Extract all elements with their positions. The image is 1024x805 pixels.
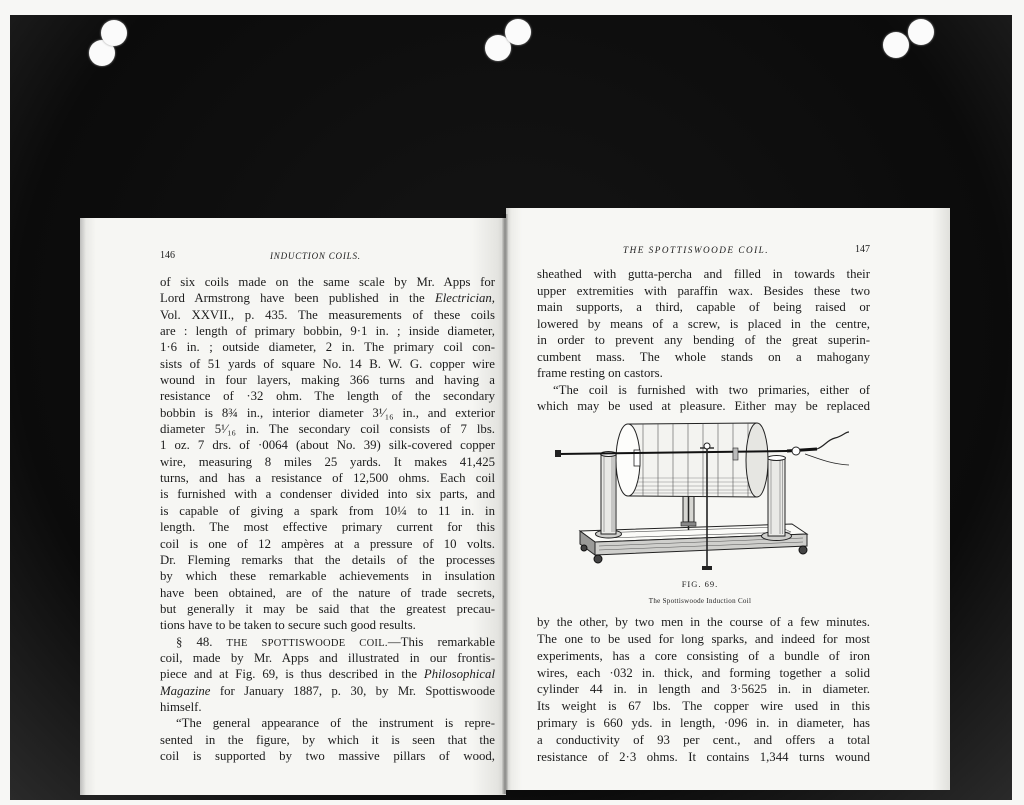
text-run: but generally it may be said that the greatest precau-	[160, 601, 495, 616]
text-line	[537, 332, 870, 349]
body-text-above-figure	[537, 266, 870, 415]
text-line	[537, 266, 870, 283]
text-run: coil is supported by two massive pillars of wood,	[160, 748, 495, 763]
text-line	[160, 748, 495, 764]
text-run: length. The most effective primary current for this	[160, 520, 495, 535]
text-line	[537, 732, 870, 749]
text-line	[537, 398, 870, 415]
text-line	[160, 699, 495, 715]
paragraph-section-48	[160, 634, 495, 716]
text-line	[160, 307, 495, 323]
text-run: sists of 51 yards of square No. 14 B. W. G. copper wire	[160, 356, 495, 371]
body-text-below-figure	[537, 614, 870, 766]
text-line	[537, 631, 870, 648]
text-run: experiments, has a core consisting of a bundle of iron	[537, 648, 870, 663]
figure-caption: The Spottiswoode Induction Coil	[648, 597, 752, 605]
text-line	[160, 666, 495, 682]
text-run: coil is one of 12 ampères at a pressure of 10 volts.	[160, 536, 495, 551]
page-header	[537, 242, 870, 258]
text-line	[160, 356, 495, 372]
running-head: THE SPOTTISWOODE COIL.	[623, 245, 770, 255]
text-run: main supports, a third, capable of being raised or	[537, 300, 870, 314]
text-run: The one to be used for long sparks, and indeed for most	[537, 631, 870, 646]
white-dot	[101, 20, 127, 46]
running-head: INDUCTION COILS.	[270, 251, 361, 261]
page-number: 147	[855, 244, 870, 255]
text-line	[537, 316, 870, 333]
text-line	[160, 519, 495, 535]
text-run: a conductivity of 93 per cent., and offers a total	[537, 732, 870, 747]
text-line	[537, 715, 870, 732]
text-run: “The general appearance of the instrument is repre-	[176, 716, 495, 731]
text-run: by which these remarkable achievements in insulation	[160, 569, 495, 584]
text-line	[160, 568, 495, 584]
book-gutter	[502, 214, 508, 794]
text-run: tions have to be taken to secure such good results.	[160, 618, 416, 633]
text-run: Lord Armstrong have been published in the	[160, 291, 435, 306]
text-run: have been obtained, are of the nature of trade secrets,	[160, 585, 495, 600]
text-line	[160, 454, 495, 470]
text-run: sheathed with gutta-percha and filled in towards their	[537, 267, 870, 281]
text-run: wires, each ·032 in. thick, and forming together a solid	[537, 665, 870, 680]
text-run: “The coil is furnished with two primaries, either of	[553, 382, 870, 397]
right-page	[506, 208, 950, 790]
text-line	[537, 698, 870, 715]
text-line	[160, 503, 495, 519]
text-run: wire, measuring 8 miles 25 yards. It makes 41,425	[160, 454, 495, 469]
text-run: lowered by means of a screw, is placed in the centre,	[537, 316, 870, 331]
text-line	[537, 614, 870, 631]
text-run: Its weight is 67 lbs. The copper wire used in this	[537, 699, 870, 714]
text-run: of six coils made on the same scale by Mr. Apps for	[160, 275, 495, 289]
text-line	[160, 683, 495, 699]
text-run: 1·6 in. ; outside diameter, 2 in. The primary coil con-	[160, 340, 495, 355]
text-run: himself.	[160, 699, 202, 714]
text-run: diameter 5¹⁄₁₆ in. The secondary coil consists of 7 lbs.	[160, 422, 495, 437]
text-line	[160, 339, 495, 355]
text-line	[160, 290, 495, 306]
text-line	[537, 365, 870, 382]
left-page	[80, 218, 506, 795]
text-line	[160, 585, 495, 601]
text-run: coil, made by Mr. Apps and illustrated in our frontis-	[160, 650, 495, 665]
paragraph	[537, 266, 870, 382]
text-run: resistance of 2·3 ohms. It contains 1,344 turns wound	[537, 749, 870, 764]
text-line	[160, 715, 495, 731]
text-run: in order to prevent any bending of the great superin-	[537, 333, 870, 347]
text-line	[160, 732, 495, 748]
italic-text: Philosophical	[423, 667, 495, 682]
text-run: bobbin is 8¾ in., interior diameter 3¹⁄₁₆ in., and exterior	[160, 405, 495, 420]
text-line	[160, 388, 495, 404]
text-run: turns, and has a resistance of 12,500 ohms. Each coil	[160, 471, 495, 486]
text-line	[160, 421, 495, 437]
text-run: are : length of primary bobbin, 9·1 in. ; inside diameter,	[160, 324, 495, 339]
text-run: primary is 660 yds. in length, ·096 in. in diameter, has	[537, 716, 870, 731]
text-line	[160, 601, 495, 617]
coil-illustration	[555, 418, 850, 578]
text-line	[160, 617, 495, 633]
text-line	[160, 323, 495, 339]
paragraph	[537, 614, 870, 766]
coil-cylinder	[616, 423, 768, 497]
text-line	[160, 372, 495, 388]
text-run: 1 oz. 7 drs. of ·0064 (about No. 39) silk-covered copper	[160, 438, 495, 453]
text-run: for January 1887, p. 30, by Mr. Spottiswoode	[210, 683, 495, 698]
text-line	[160, 650, 495, 666]
text-run: piece and at Fig. 69, is thus described in the	[160, 667, 424, 682]
text-line	[160, 470, 495, 486]
text-line	[537, 665, 870, 682]
text-run: which may be used at pleasure. Either may be replaced	[537, 399, 870, 413]
text-line	[160, 536, 495, 552]
text-line	[160, 552, 495, 568]
page-number: 146	[160, 250, 175, 261]
text-line	[160, 274, 495, 290]
text-run: —This remarkable	[387, 634, 495, 649]
text-run: by the other, by two men in the course of a few minutes.	[537, 615, 870, 629]
text-run: cumbent mass. The whole stands on a mahogany	[537, 349, 870, 364]
text-run: cylinder 44 in. in length and 3·5625 in. in diameter.	[537, 682, 870, 697]
italic-text: Electrician,	[434, 291, 495, 306]
text-line	[537, 299, 870, 316]
smallcaps-text: THE SPOTTISWOODE COIL.	[226, 637, 388, 649]
coil-drawing	[555, 418, 850, 578]
text-run: Vol. XXVII., p. 435. The measurements of these coils	[160, 307, 495, 322]
white-dot	[883, 32, 909, 58]
text-line	[160, 405, 495, 421]
white-dot	[908, 19, 934, 45]
text-line	[160, 634, 495, 650]
text-run: resistance of ·32 ohm. The length of the secondary	[160, 389, 495, 404]
text-run: is capable of giving a spark from 10¼ to 11 in. in	[160, 503, 495, 518]
text-run: Dr. Fleming remarks that the details of the processes	[160, 552, 495, 567]
text-line	[537, 648, 870, 665]
text-run: wound in four layers, making 366 turns and having a	[160, 373, 495, 388]
page-header	[160, 248, 495, 264]
paragraph	[160, 274, 495, 634]
text-line	[537, 382, 870, 399]
body-text	[160, 274, 495, 764]
text-run: frame resting on castors.	[537, 366, 663, 380]
text-line	[537, 749, 870, 766]
paragraph	[160, 715, 495, 764]
text-line	[537, 349, 870, 366]
text-run: sented in the figure, by which it is seen that the	[160, 732, 495, 747]
italic-text: Magazine	[160, 683, 211, 698]
text-run: is furnished with a condenser divided into six parts, and	[160, 487, 495, 502]
text-line	[160, 437, 495, 453]
text-run: § 48.	[176, 634, 227, 649]
figure-label: FIG. 69.	[681, 579, 719, 589]
white-dot	[505, 19, 531, 45]
paragraph	[537, 382, 870, 415]
text-line	[160, 486, 495, 502]
text-run: upper extremities with paraffin wax. Besides these two	[537, 283, 870, 298]
text-line	[537, 681, 870, 698]
text-line	[537, 283, 870, 300]
